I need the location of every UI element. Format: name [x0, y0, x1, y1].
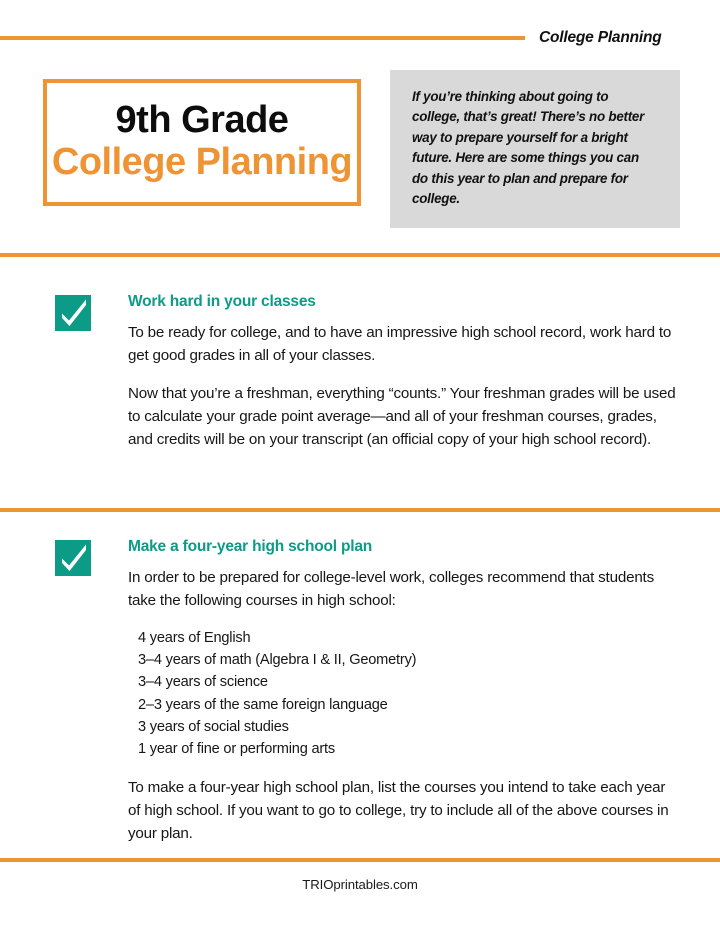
intro-callout-box — [390, 70, 680, 228]
section-divider-1 — [0, 253, 720, 257]
list-item: 3–4 years of science — [138, 674, 268, 691]
footer-divider — [0, 858, 720, 862]
top-header — [0, 27, 720, 49]
checkmark-icon[interactable] — [55, 540, 91, 576]
header-title: College Planning — [539, 29, 662, 47]
checkmark-icon[interactable] — [55, 295, 91, 331]
footer-site-link[interactable]: TRIOprintables.com — [302, 877, 418, 892]
checklist-section-1 — [0, 293, 720, 451]
section-2-paragraph-1: In order to be prepared for college-level work, colleges recommend that students take the following courses in high school: — [128, 568, 654, 609]
checkbox-column-1 — [0, 293, 128, 331]
section-heading-1: Work hard in your classes — [128, 293, 316, 310]
list-item: 4 years of English — [138, 629, 251, 646]
recommended-courses-list — [128, 627, 678, 761]
section-body-2 — [128, 538, 720, 845]
footer — [0, 876, 720, 894]
list-item: 3 years of social studies — [138, 719, 289, 736]
section-1-paragraph-1: To be ready for college, and to have an impressive high school record, work hard to get good grades in all of your classes. — [128, 323, 672, 364]
checklist-section-2 — [0, 538, 720, 845]
page-title-subject: College Planning — [51, 140, 353, 183]
title-box — [43, 79, 361, 206]
section-heading-2: Make a four-year high school plan — [128, 538, 373, 555]
section-2-paragraph-2: To make a four-year high school plan, list the courses you intend to take each year of high school. If you want to go to college, try to include all of the above courses in your plan. — [128, 778, 669, 842]
header-rule — [0, 36, 525, 40]
section-1-paragraph-2: Now that you’re a freshman, everything “counts.” Your freshman grades will be used to calculate your grade point average—and all of your freshman courses, grades, and credits will be on your transcript (an official copy of your high school record). — [128, 384, 676, 448]
list-item: 1 year of fine or performing arts — [138, 741, 335, 758]
section-divider-2 — [0, 508, 720, 512]
checkbox-column-2 — [0, 538, 128, 576]
page-title-grade: 9th Grade — [115, 98, 289, 141]
list-item: 3–4 years of math (Algebra I & II, Geometry) — [138, 652, 417, 669]
list-item: 2–3 years of the same foreign language — [138, 696, 388, 713]
section-body-1 — [128, 293, 720, 451]
intro-text: If you’re thinking about going to college, that’s great! There’s no better way to prepare yourself for a bright future. Here are some things you can do this year to plan and prepare for college. — [412, 89, 645, 206]
